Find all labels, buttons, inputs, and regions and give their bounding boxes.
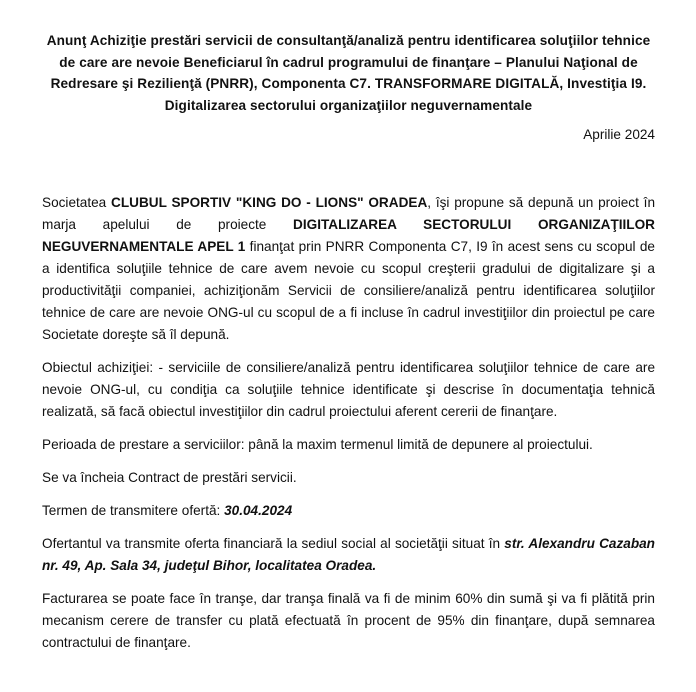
text-run: 30.04.2024: [224, 503, 293, 518]
paragraph-perioada-prestare: [42, 434, 655, 456]
text-run: Facturarea se poate face în tranşe, dar tranşa finală va fi de minim 60% din sumă şi va fi plătită prin mecanism cerere de transfer cu plată efectuată în procent de 95% din finanţare, după semnarea contractului de finanţare.: [42, 591, 655, 650]
text-run: CLUBUL SPORTIV "KING DO - LIONS" ORADEA: [111, 195, 428, 210]
document-title: Anunţ Achiziţie prestări servicii de consultanţă/analiză pentru identificarea soluţiilor tehnice de care are nevoie Beneficiarul în cadrul programului de finanţare – Planului Naţional de Redresare şi Rezilienţă (PNRR), Componenta C7. TRANSFORMARE DIGITALĂ, Investiţia I9. Digitalizarea sectorului organizaţiilor neguvernamentale: [46, 33, 651, 113]
text-run: Se va încheia Contract de prestări servicii.: [42, 470, 297, 485]
paragraph-contract: [42, 467, 655, 489]
text-run: str. Alexandru Cazaban nr. 49, Ap. Sala 34, judeţul Bihor, localitatea Oradea.: [42, 536, 655, 573]
text-run: DIGITALIZAREA SECTORULUI ORGANIZAŢIILOR NEGUVERNAMENTALE APEL 1: [42, 217, 655, 254]
document-body: [42, 192, 655, 654]
paragraph-societatea: [42, 192, 655, 346]
paragraph-ofertant-adresa: [42, 533, 655, 577]
text-run: Perioada de prestare a serviciilor: până la maxim termenul limită de depunere al proiectului.: [42, 437, 593, 452]
text-run: Societatea: [42, 195, 112, 210]
text-run: , îşi propune să depună un proiect în marja apelului de proiecte: [42, 195, 656, 232]
paragraph-obiectul-achizitiei: [42, 357, 655, 423]
paragraph-termen-transmitere: [42, 500, 655, 522]
text-run: Obiectul achiziţiei: - serviciile de consiliere/analiză pentru identificarea soluţiilor tehnice de care are nevoie ONG-ul, cu condiţia ca soluţiile tehnice identificate şi descrise în documentaţia tehnică realizată, să facă obiectul investiţiilor din cadrul proiectului aferent cererii de finanţare.: [42, 360, 655, 419]
document-date: Aprilie 2024: [583, 127, 655, 142]
text-run: finanţat prin PNRR Componenta C7, I9 în acest sens cu scopul de a identifica soluţiile tehnice de care avem nevoie cu scopul creşterii gradului de digitalizare şi a productivităţii companiei, achiziţionăm Servicii de consiliere/analiză pentru identificarea soluţiilor tehnice de care are nevoie ONG-ul cu scopul de a fi incluse în cadrul investiţiilor din proiectul pe care Societate doreşte să îl depună.: [42, 239, 655, 342]
text-run: Ofertantul va transmite oferta financiară la sediul social al societăţii situat în: [42, 536, 505, 551]
text-run: Termen de transmitere ofertă:: [42, 503, 225, 518]
paragraph-facturarea: [42, 588, 655, 654]
